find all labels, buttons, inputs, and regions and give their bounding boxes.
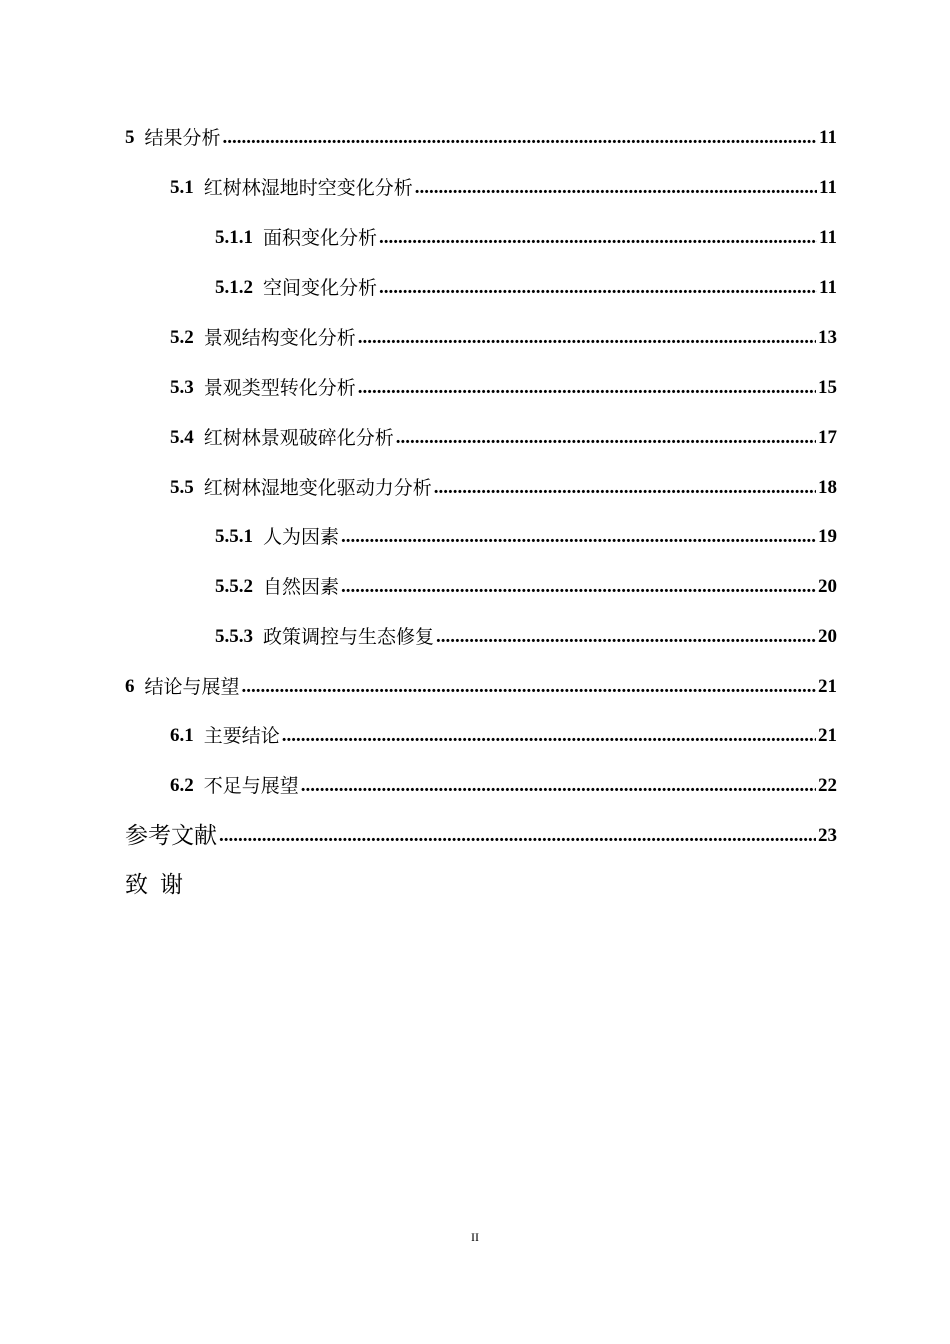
toc-dot-leader (223, 123, 818, 153)
toc-entry-6[interactable] (125, 672, 837, 702)
toc-entry-title: 人为因素 (263, 526, 340, 548)
toc-dot-leader (434, 473, 816, 503)
toc-entry-number: 5.2 (170, 327, 194, 348)
toc-dot-leader (379, 223, 817, 253)
toc-entry-5-5-2[interactable] (215, 572, 837, 602)
toc-entry-acknowledgements[interactable] (125, 870, 837, 900)
toc-entry-5-5-1[interactable] (215, 522, 837, 552)
toc-entry-number: 6 (125, 676, 135, 697)
toc-dot-leader (341, 572, 816, 602)
toc-entry-title: 景观类型转化分析 (203, 377, 356, 399)
toc-entry-number: 5.5.2 (215, 576, 253, 597)
toc-entry-page: 13 (818, 327, 837, 348)
toc-entry-page: 11 (819, 227, 837, 248)
toc-dot-leader (396, 423, 816, 453)
toc-dot-leader (219, 821, 816, 851)
toc-entry-title: 红树林湿地变化驱动力分析 (203, 477, 432, 499)
toc-entry-6-1[interactable] (170, 721, 837, 751)
toc-entry-page: 23 (818, 825, 837, 846)
toc-dot-leader (436, 622, 816, 652)
toc-entry-number: 5.5.1 (215, 526, 253, 547)
toc-entry-5-1-1[interactable] (215, 223, 837, 253)
toc-entry-title: 红树林湿地时空变化分析 (203, 177, 413, 199)
toc-dot-leader (358, 373, 816, 403)
toc-entry-number: 5.1.2 (215, 277, 253, 298)
toc-entry-title: 主要结论 (203, 725, 280, 747)
toc-entry-page: 15 (818, 377, 837, 398)
toc-entry-page: 20 (818, 626, 837, 647)
toc-entry-number: 5.4 (170, 427, 194, 448)
toc-entry-title: 空间变化分析 (263, 277, 378, 299)
toc-dot-leader (301, 771, 816, 801)
toc-entry-5-2[interactable] (170, 323, 837, 353)
toc-entry-page: 18 (818, 477, 837, 498)
toc-entry-title: 不足与展望 (203, 775, 299, 797)
toc-entry-page: 11 (819, 127, 837, 148)
toc-entry-page: 19 (818, 526, 837, 547)
toc-entry-title: 景观结构变化分析 (203, 327, 356, 349)
toc-entry-5-1-2[interactable] (215, 273, 837, 303)
toc-entry-title: 致谢 (125, 872, 195, 898)
toc-entry-title: 政策调控与生态修复 (263, 626, 435, 648)
toc-dot-leader (242, 672, 816, 702)
toc-entry-6-2[interactable] (170, 771, 837, 801)
toc-entry-title: 自然因素 (263, 576, 340, 598)
toc-entry-title: 参考文献 (125, 823, 217, 849)
toc-entry-number: 5.5 (170, 477, 194, 498)
toc-entry-page: 21 (818, 725, 837, 746)
toc-entry-number: 5 (125, 127, 135, 148)
toc-entry-page: 11 (819, 277, 837, 298)
toc-entry-number: 5.1.1 (215, 227, 253, 248)
toc-dot-leader (282, 721, 816, 751)
toc-entry-title: 结论与展望 (144, 676, 240, 698)
toc-entry-page: 17 (818, 427, 837, 448)
page-number: II (471, 1230, 479, 1244)
toc-entry-5[interactable] (125, 123, 837, 153)
toc-dot-leader (415, 173, 817, 203)
toc-entry-number: 6.2 (170, 775, 194, 796)
toc-entry-5-3[interactable] (170, 373, 837, 403)
toc-entry-5-5-3[interactable] (215, 622, 837, 652)
toc-entry-references[interactable] (125, 821, 837, 851)
toc-dot-leader (358, 323, 816, 353)
toc-entry-title: 结果分析 (144, 127, 221, 149)
toc-entry-number: 5.3 (170, 377, 194, 398)
toc-entry-number: 5.5.3 (215, 626, 253, 647)
toc-entry-title: 面积变化分析 (263, 227, 378, 249)
toc-entry-5-5[interactable] (170, 473, 837, 503)
toc-entry-number: 5.1 (170, 177, 194, 198)
toc-entry-number: 6.1 (170, 725, 194, 746)
toc-entry-page: 20 (818, 576, 837, 597)
toc-dot-leader (341, 522, 816, 552)
toc-dot-leader (379, 273, 817, 303)
toc-entry-page: 22 (818, 775, 837, 796)
toc-entry-page: 21 (818, 676, 837, 697)
toc-entry-5-4[interactable] (170, 423, 837, 453)
toc-entry-title: 红树林景观破碎化分析 (203, 427, 394, 449)
toc-entry-page: 11 (819, 177, 837, 198)
toc-entry-5-1[interactable] (170, 173, 837, 203)
